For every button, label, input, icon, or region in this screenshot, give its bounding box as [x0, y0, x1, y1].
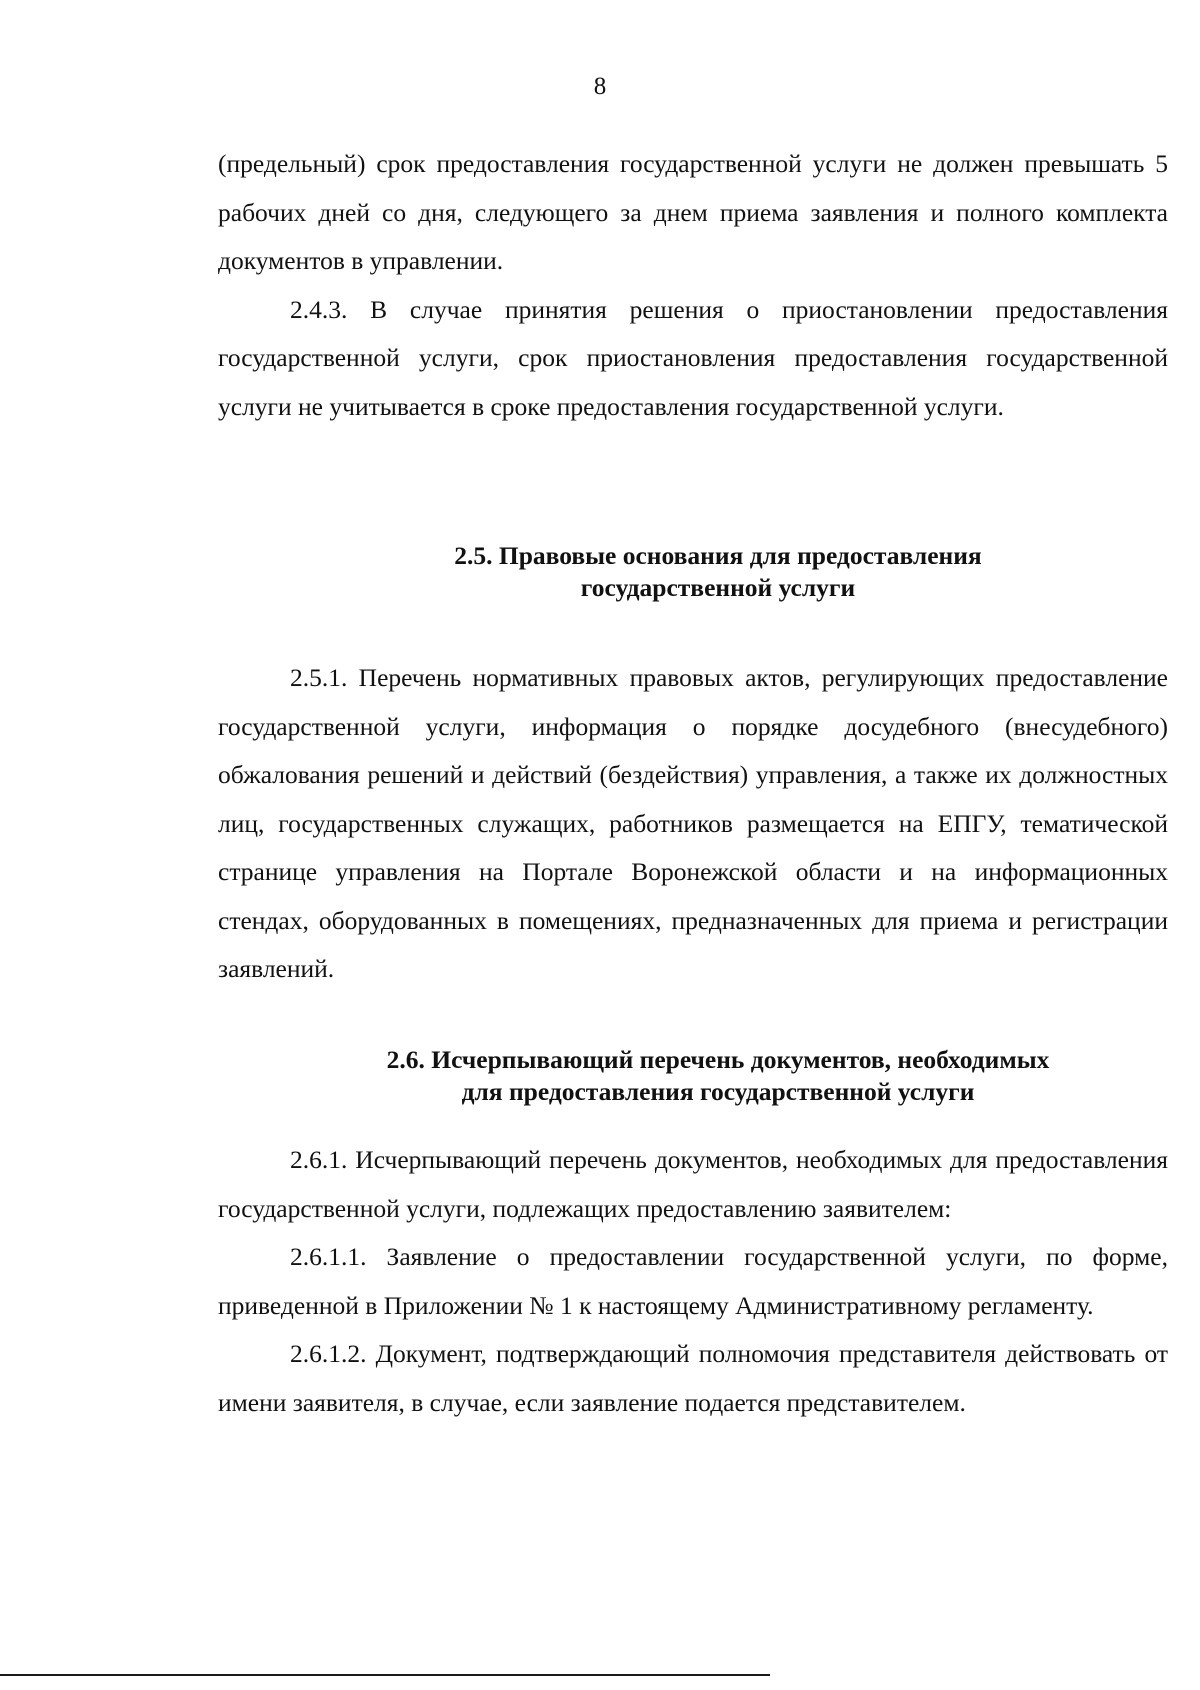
text-block-deadline	[218, 140, 1168, 431]
section-heading-2-6-line1: 2.6. Исчерпывающий перечень документов, необходимых	[386, 1045, 1050, 1074]
section-heading-2-6	[218, 1044, 1200, 1108]
paragraph-2-4-3: 2.4.3. В случае принятия решения о приостановлении предоставления государственной услуги, срок приостановления предоставления государственной услуги не учитывается в сроке предоставления государственной услуги.	[218, 294, 1168, 421]
page-number: 8	[593, 73, 607, 100]
section-heading-2-5-line2: государственной услуги	[580, 573, 856, 602]
section-heading-2-6-line2: для предоставления государственной услуги	[461, 1077, 975, 1106]
paragraph-2-6-1-2: 2.6.1.2. Документ, подтверждающий полномочия представителя действовать от имени заявителя, в случае, если заявление подается представителем.	[218, 1339, 1168, 1417]
paragraph-2-5-1: 2.5.1. Перечень нормативных правовых актов, регулирующих предоставление государственной услуги, информация о порядке досудебного (внесудебного) обжалования решений и действий (бездействия) управления, а также их должностных лиц, государственных служащих, работников размещается на ЕПГУ, тематической странице управления на Портале Воронежской области и на информационных стендах, оборудованных в помещениях, предназначенных для приема и регистрации заявлений.	[218, 663, 1168, 983]
paragraph-deadline-limit: (предельный) срок предоставления государственной услуги не должен превышать 5 рабочих дней со дня, следующего за днем приема заявления и полного комплекта документов в управлении.	[218, 149, 1168, 275]
section-heading-2-5	[218, 540, 1200, 604]
bottom-rule	[0, 1674, 770, 1676]
paragraph-2-6-1: 2.6.1. Исчерпывающий перечень документов, необходимых для предоставления государственной услуги, подлежащих предоставлению заявителем:	[218, 1145, 1168, 1223]
text-block-documents	[218, 1136, 1168, 1427]
section-heading-2-5-line1: 2.5. Правовые основания для предоставления	[454, 541, 982, 570]
text-block-legal-basis	[218, 654, 1168, 994]
paragraph-2-6-1-1: 2.6.1.1. Заявление о предоставлении государственной услуги, по форме, приведенной в Приложении № 1 к настоящему Административному регламенту.	[218, 1242, 1168, 1320]
